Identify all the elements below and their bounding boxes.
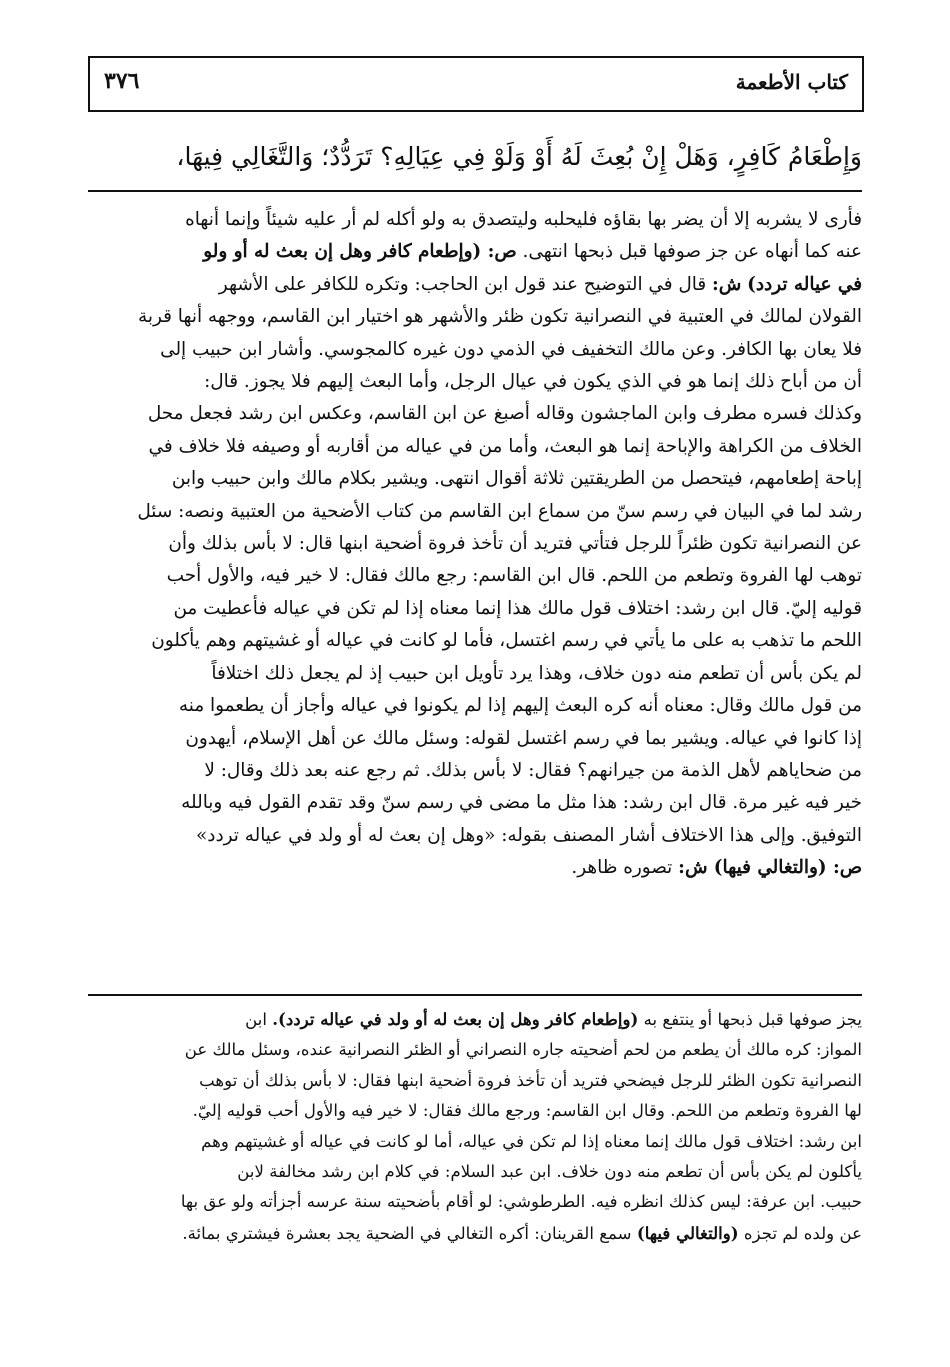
sharh-line-7: وكذلك فسره مطرف وابن الماجشون وقاله أصبغ عن ابن القاسم، وعكس ابن رشد فجعل محل [147,403,862,425]
sharh-line-3-text: قال في التوضيح عند قول ابن الحاجب: وتكره للكافر على الأشهر [218,273,707,295]
separator-rule-bottom [88,994,862,996]
hashiya-line-8-start: عن ولده لم تجزه [743,1223,862,1243]
chapter-title: كتاب الأطعمة [735,70,848,94]
sharh-line-10: رشد لما في البيان في رسم سنّ من سماع ابن القاسم من كتاب الأضحية من العتبية ونصه: سئل [137,500,862,522]
hashiya-line-1-start: يجز صوفها قبل ذبحها أو ينتفع به [643,1010,862,1029]
sharh-line-20: التوفيق. وإلى هذا الاختلاف أشار المصنف بقوله: «وهل إن بعث له أو ولد في عياله تردد» [196,824,862,846]
sharh-line-8: الخلاف من الكراهة والإباحة إنما هو البعث، وأما من في عياله من أقاربه أو وصيفه فلا خلاف في [148,435,862,457]
hashiya-line-1 [88,1004,862,1035]
sharh-line-16: من قول مالك وقال: معناه أنه كره البعث إليهم إذا لم يكونوا في عياله وأجاز أن يطعموا منه [178,695,862,717]
book-page [88,56,862,1346]
hashiya-line-8 [88,1218,862,1249]
sharh-line-3 [88,269,862,301]
hashiya-line-7: حبيب. ابن عرفة: ليس كذلك انظره فيه. الطرطوشي: لو أقام بأضحيته سنة عرسه أجزأته ولو عق بها [180,1192,862,1212]
sharh-line-2 [88,236,862,268]
sharh-line-13: قوليه إليّ. قال ابن رشد: اختلاف قول مالك هذا إنما معناه إذا لم تكن في عياله فأعطيت من [173,597,862,619]
sharh-line-14: اللحم ما تذهب به على ما يأتي في رسم اغتسل، فأما لو كانت في عياله أو غشيتهم وهم يأكلون [151,630,862,652]
matn-quote-bold: ص: (وإطعام كافر وهل إن بعث له أو ولو [203,241,517,263]
separator-rule-top [88,190,862,192]
sharh-line-4: القولان لمالك في العتبية في النصرانية تكون ظئر والأشهر هو اختيار ابن القاسم، ووجهه أنها قربة [138,306,862,328]
sharh-marker: ش: [712,273,742,295]
hashiya-line-2: المواز: كره مالك أن يطعم من لحم أضحيته جاره النصراني أو الظئر النصرانية عنده، وسئل مالك عن [184,1040,862,1060]
sharh-line-6: أن من أباح ذلك إنما هو في الذي يكون في عيال الرجل، وأما البعث إليهم فلا يجوز. قال: [204,371,862,393]
page-number: ٣٧٦ [104,68,140,94]
sharh-line-5: فلا يعان بها الكافر. وعن مالك التخفيف في الذمي دون غيره كالمجوسي. وأشار ابن حبيب إلى [160,338,862,360]
hashiya-line-5: ابن رشد: اختلاف قول مالك إنما معناه إذا لم تكن في عياله، أما لو كانت في عياله أو غشيتهم وهم [201,1131,862,1151]
hashiya-line-8-end: سمع القرينان: أكره التغالي في الضحية يجد بعشرة فيشتري بمائة. [182,1223,632,1243]
hashiya-line-4: لها الفروة وتطعم من اللحم. وقال ابن القاسم: ورجع مالك فقال: لا خير فيه والأول أحب قوليه إليّ. [192,1101,862,1121]
sharh-line-21 [88,852,862,884]
sharh-line-21-text: تصوره ظاهر. [571,857,673,879]
hashiya-line-3: النصرانية تكون الظئر للرجل فيضحي فتريد أن تأخذ فروة أضحية ابنها فقال: لا بأس بذلك أن توهب [199,1070,862,1090]
hashiya-footnote [88,1004,862,1249]
sharh-line-12: توهب لها الفروة وتطعم من اللحم. قال ابن القاسم: رجع مالك فقال: لا خير فيه، والأول أحب [166,565,862,587]
sharh-line-17: إذا كانوا في عياله. ويشير بما في رسم اغتسل لقوله: وسئل مالك عن أهل الإسلام، أيهدون [185,727,862,749]
sharh-line-19: خير فيه غير مرة. قال ابن رشد: هذا مثل ما مضى في رسم سنّ وقد تقدم القول فيه وبالله [181,792,862,814]
sharh-commentary [88,204,862,885]
sharh-line-18: من ضحاياهم لأهل الذمة من جيرانهم؟ فقال: لا بأس بذلك. ثم رجع عنه بعد ذلك وقال: لا [204,759,862,781]
sharh-line-1: فأرى لا يشربه إلا أن يضر بها بقاؤه فليحلبه وليتصدق به ولو أكله لم أر عليه شيئاً وإنما أنهاه [185,209,862,230]
sharh-line-15: لم يكن بأس أن تطعم منه دون خلاف، وهذا يرد تأويل ابن حبيب إذ لم يجعل ذلك اختلافاً [211,662,862,684]
sharh-line-11: عن النصرانية تكون ظئراً للرجل فتأتي فتريد أن تأخذ فروة أضحية ابنها قال: لا بأس بذلك وأن [168,533,862,555]
sharh-line-9: إباحة إطعامهم، فيتحصل من الطريقتين ثلاثة أقوال انتهى. ويشير بكلام مالك وابن حبيب وابن [171,468,862,490]
hashiya-line-6: يأكلون لم يكن بأس أن تطعم منه دون خلاف. ابن عبد السلام: في كلام ابن رشد مخالفة لابن [237,1162,862,1182]
hashiya-line-1-end: ابن [245,1010,267,1029]
sharh-line-2-text: عنه كما أنهاه عن جز صوفها قبل ذبحها انتهى. [522,241,862,263]
matn-text [88,136,862,178]
matn-line: وَإِطْعَامُ كَافِرٍ، وَهَلْ إِنْ بُعِثَ لَهُ أَوْ وَلَوْ فِي عِيَالِهِ؟ تَرَدُّدٌ؛ وَالتَّغَالِي فِيهَا، [176,142,862,171]
hashiya-quote-bold: (وإطعام كافر وهل إن بعث له أو ولد في عياله تردد). [272,1009,639,1029]
page-header [88,56,864,112]
matn-quote-continued: في عياله تردد) [747,273,862,295]
hashiya-quote-tagali: (والتغالي فيها) [636,1222,739,1243]
matn-quote-tagali: ص: (والتغالي فيها) ش: [678,857,862,879]
